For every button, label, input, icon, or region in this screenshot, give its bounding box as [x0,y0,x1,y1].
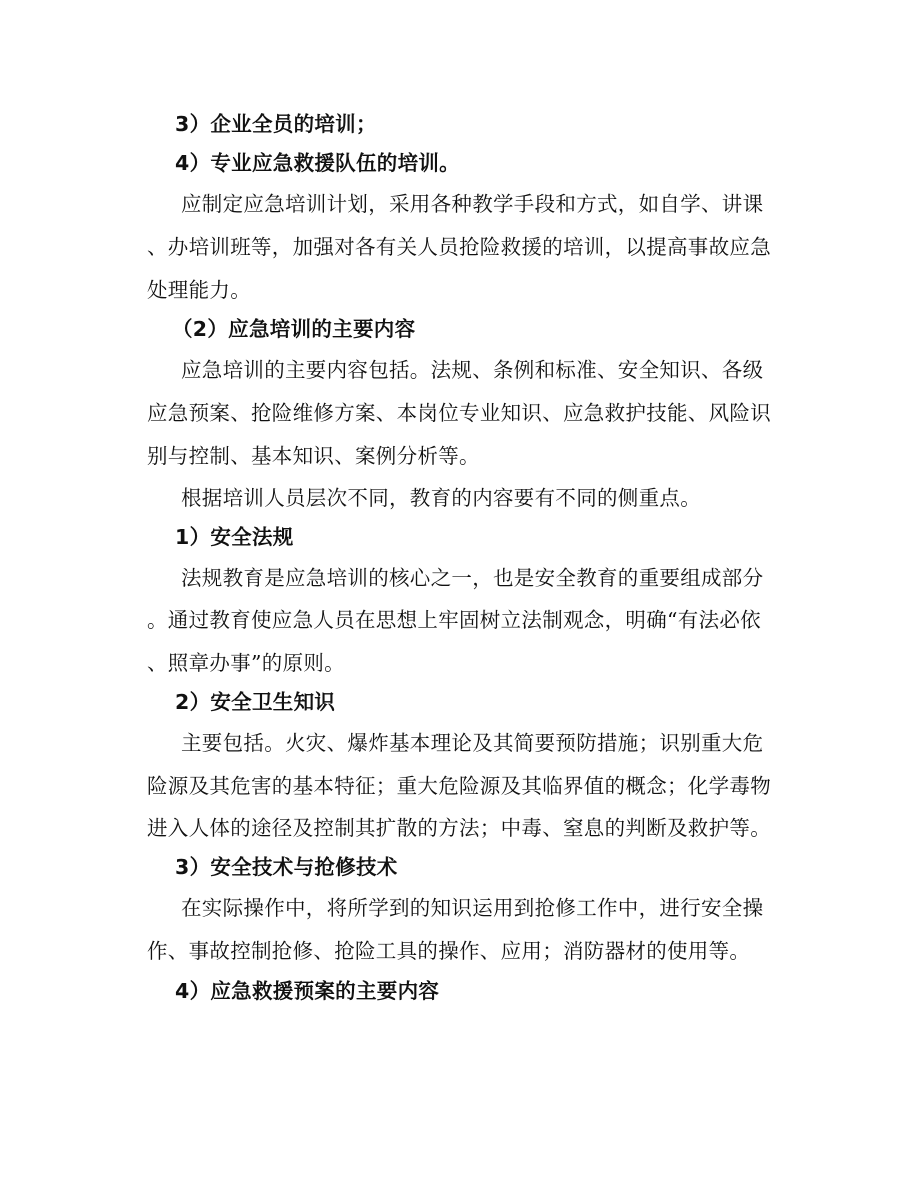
paragraph-line: 在实际操作中，将所学到的知识运用到抢修工作中，进行安全操 [181,896,764,920]
list-item-heading: 4）专业应急救援队伍的培训。 [175,151,460,175]
section-heading: （2）应急培训的主要内容 [172,317,416,341]
paragraph-line: 处理能力。 [147,278,251,302]
paragraph-line: 。通过教育使应急人员在思想上牢固树立法制观念，明确“有法必依 [147,608,761,632]
subsection-heading: 2）安全卫生知识 [175,690,336,714]
paragraph-line: 根据培训人员层次不同，教育的内容要有不同的侧重点。 [181,486,701,510]
subsection-heading: 4）应急救援预案的主要内容 [175,979,440,1003]
paragraph-line: 险源及其危害的基本特征；重大危险源及其临界值的概念；化学毒物 [147,774,771,798]
paragraph-line: 应制定应急培训计划，采用各种教学手段和方式，如自学、讲课 [181,192,764,216]
subsection-heading: 1）安全法规 [175,525,294,549]
paragraph-line: 进入人体的途径及控制其扩散的方法；中毒、窒息的判断及救护等。 [147,816,771,840]
paragraph-line: 别与控制、基本知识、案例分析等。 [147,444,480,468]
paragraph-line: 、照章办事”的原则。 [147,651,345,675]
paragraph-line: 主要包括。火灾、爆炸基本理论及其简要预防措施；识别重大危 [181,731,764,755]
list-item-heading: 3）企业全员的培训； [175,112,377,136]
paragraph-line: 应急培训的主要内容包括。法规、条例和标准、安全知识、各级 [181,358,764,382]
subsection-heading: 3）安全技术与抢修技术 [175,855,398,879]
paragraph-line: 法规教育是应急培训的核心之一，也是安全教育的重要组成部分 [181,566,764,590]
paragraph-line: 、办培训班等，加强对各有关人员抢险救援的培训，以提高事故应急 [147,235,771,259]
paragraph-line: 应急预案、抢险维修方案、本岗位专业知识、应急救护技能、风险识 [147,401,771,425]
paragraph-line: 作、事故控制抢修、抢险工具的操作、应用；消防器材的使用等。 [147,939,751,963]
